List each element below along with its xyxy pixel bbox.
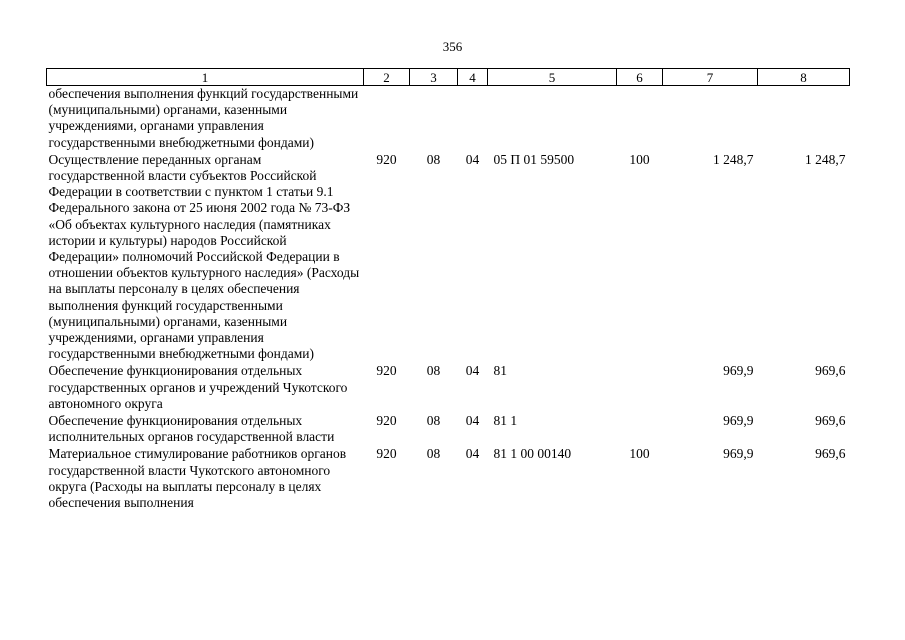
expense-type-cell: 100: [629, 446, 650, 462]
expense-type-cell: [617, 363, 663, 413]
row-name-cell: Осуществление переданных органам государственной власти субъектов Российской Федерации в соответствии с пунктом 1 статьи 9.1 Федерального закона от 25 июня 2002 года № 73-ФЗ «Об объектах культурного наследия (памятниках истории и культуры) народов Российской Федерации» полномочий Российской Федерации в отношении объектов культурного наследия» (Расходы на выплаты персоналу в целях обеспечения выполнения функций государственными (муниципальными) органами, казенными учреждениями, органами управления государственными внебюджетными фондами): [48, 151, 360, 362]
expense-type-cell: [617, 86, 663, 152]
target-article-cell: 81: [493, 363, 507, 379]
table-row: [47, 86, 850, 152]
section-code-cell: [410, 86, 458, 152]
amount-cell-7: 969,9: [723, 446, 754, 462]
subsection-code-cell: 04: [465, 446, 480, 462]
table-row: [47, 363, 850, 413]
subsection-code-cell: 04: [465, 363, 480, 379]
table-row: [47, 446, 850, 511]
budget-table: [46, 68, 850, 511]
table-row: [47, 152, 850, 364]
amount-cell-8: 1 248,7: [805, 151, 846, 167]
target-article-cell: 81 1: [493, 413, 518, 429]
target-article-cell: 05 П 01 59500: [493, 151, 575, 167]
amount-cell-7: 969,9: [723, 363, 754, 379]
ministry-code-cell: 920: [376, 363, 397, 379]
column-header-6: 6: [617, 69, 663, 86]
section-code-cell: 08: [426, 363, 441, 379]
table-row: [47, 413, 850, 446]
amount-cell-7: 969,9: [723, 413, 754, 429]
expense-type-cell: [617, 413, 663, 446]
column-header-4: 4: [458, 69, 488, 86]
column-header-2: 2: [364, 69, 410, 86]
target-article-cell: 81 1 00 00140: [493, 446, 572, 462]
target-article-cell: [488, 86, 617, 152]
section-code-cell: 08: [426, 446, 441, 462]
amount-cell-8: 969,6: [815, 413, 846, 429]
ministry-code-cell: 920: [376, 413, 397, 429]
ministry-code-cell: 920: [376, 151, 397, 167]
subsection-code-cell: 04: [465, 151, 480, 167]
column-header-1: 1: [47, 69, 364, 86]
subsection-code-cell: [458, 86, 488, 152]
row-name-cell: Обеспечение функционирования отдельных государственных органов и учреждений Чукотского автономного округа: [48, 363, 348, 411]
amount-cell-8: 969,6: [815, 446, 846, 462]
section-code-cell: 08: [426, 413, 441, 429]
column-number-header-row: [47, 69, 850, 86]
column-header-5: 5: [488, 69, 617, 86]
expense-type-cell: 100: [629, 151, 650, 167]
row-name-cell: Материальное стимулирование работников органов государственной власти Чукотского автономного округа (Расходы на выплаты персоналу в целях обеспечения выполнения: [48, 446, 347, 511]
ministry-code-cell: [364, 86, 410, 152]
amount-cell-7: [663, 86, 758, 152]
amount-cell-7: 1 248,7: [713, 151, 754, 167]
column-header-8: 8: [758, 69, 850, 86]
subsection-code-cell: 04: [465, 413, 480, 429]
row-name-cell: обеспечения выполнения функций государственными (муниципальными) органами, казенными учреждениями, органами управления государственными внебюджетными фондами): [48, 86, 359, 150]
column-header-3: 3: [410, 69, 458, 86]
amount-cell-8: [758, 86, 850, 152]
page-number: 356: [442, 39, 463, 54]
section-code-cell: 08: [426, 151, 441, 167]
amount-cell-8: 969,6: [815, 363, 846, 379]
column-header-7: 7: [663, 69, 758, 86]
row-name-cell: Обеспечение функционирования отдельных исполнительных органов государственной власти: [48, 413, 335, 445]
ministry-code-cell: 920: [376, 446, 397, 462]
